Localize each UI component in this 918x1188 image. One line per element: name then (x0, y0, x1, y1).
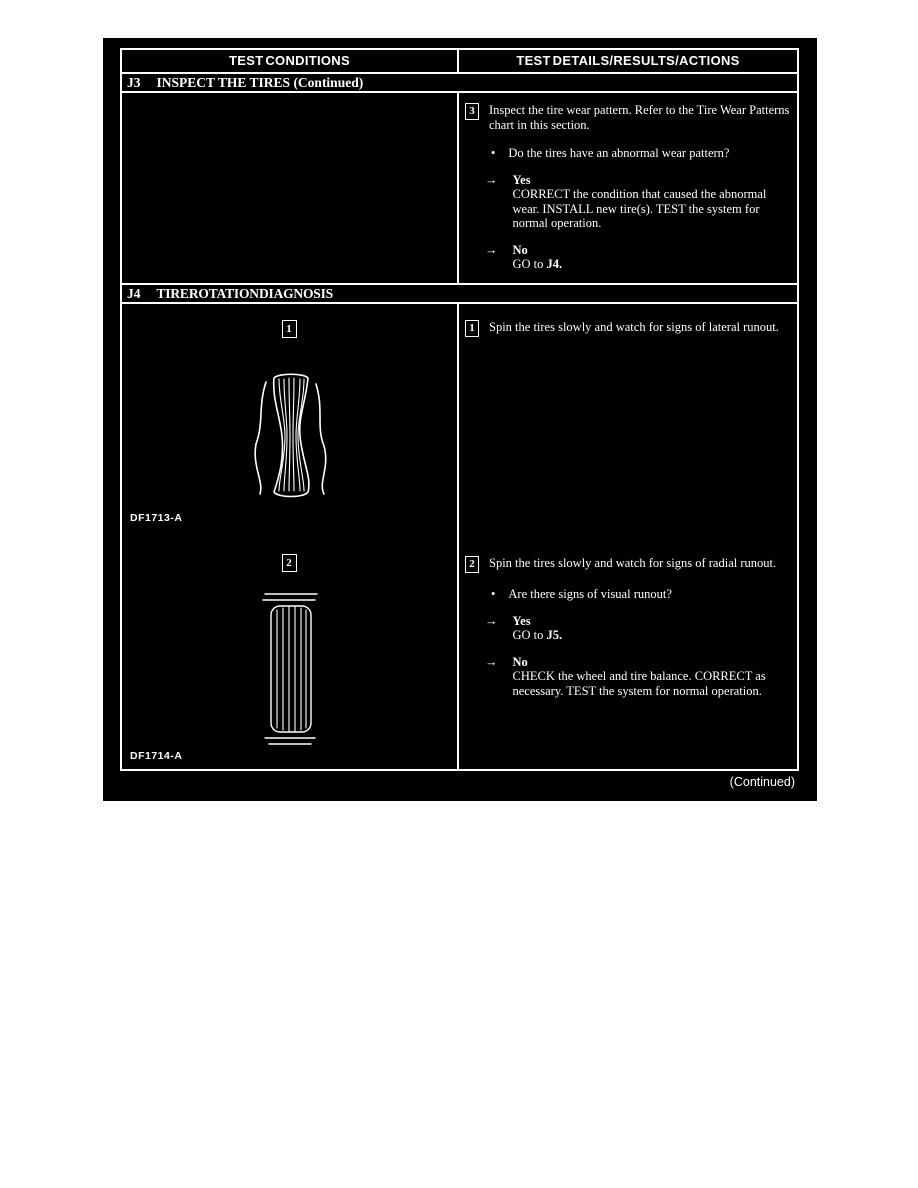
manual-page-panel (103, 38, 817, 801)
arrow-right-icon: → (485, 242, 498, 257)
j4-details-cell (459, 304, 797, 769)
section-j3-content-row (122, 93, 797, 285)
step-3-no-action: GO to J4. (512, 257, 563, 271)
step-3-yes-action: CORRECT the condition that caused the abnormal wear. INSTALL new tire(s). TEST the system for normal operation. (512, 187, 767, 230)
continued-note: (Continued) (729, 775, 795, 789)
arrow-right-icon: → (485, 654, 498, 669)
figure-1-code: DF1713-A (130, 512, 183, 524)
step-1-number-box: 1 (465, 320, 479, 337)
tire-tread-grooves (277, 607, 306, 731)
step-3-no-label: No (512, 242, 528, 257)
j4-conditions-cell (122, 304, 459, 769)
header-test-conditions: TEST CONDITIONS (122, 50, 459, 72)
figure-1-number-box: 1 (282, 320, 297, 338)
step-3-text: Inspect the tire wear pattern. Refer to the Tire Wear Patterns chart in this section. (489, 103, 790, 132)
step-2-no-action: CHECK the wheel and tire balance. CORRECT as necessary. TEST the system for normal operation. (512, 669, 766, 698)
figure-2-code: DF1714-A (130, 750, 183, 762)
lateral-runout-tire-figure (220, 370, 360, 502)
step-2-yes-label: Yes (512, 613, 531, 628)
j3-conditions-cell (122, 93, 459, 283)
radial-runout-tire-figure (235, 590, 345, 750)
step-3-yes-label: Yes (512, 172, 531, 187)
figure-2-number-box: 2 (282, 554, 297, 572)
table-header-row (122, 50, 797, 74)
reference-lines-bottom (265, 738, 315, 744)
section-j4-content-row (122, 304, 797, 769)
step-2 (465, 556, 791, 698)
bullet-icon: • (491, 587, 496, 601)
section-j4-title-row (122, 285, 797, 304)
step-3-number-box: 3 (465, 103, 479, 120)
j3-details-cell (459, 93, 797, 283)
step-2-text: Spin the tires slowly and watch for signs of radial runout. (489, 556, 777, 570)
arrow-right-icon: → (485, 613, 498, 628)
section-j3-title: INSPECT THE TIRES (Continued) (156, 75, 364, 90)
diagnostic-table (120, 48, 799, 771)
step-2-question: Are there signs of visual runout? (508, 587, 672, 601)
step-3-question: Do the tires have an abnormal wear pattern? (508, 146, 730, 160)
step-2-yes-target: J5. (546, 628, 563, 642)
step-2-no-label: No (512, 654, 528, 669)
step-1-text: Spin the tires slowly and watch for signs of lateral runout. (489, 320, 779, 334)
step-2-number-box: 2 (465, 556, 479, 573)
section-j4-title: TIRE ROTATION DIAGNOSIS (156, 286, 333, 301)
reference-lines-top (263, 594, 317, 600)
step-1 (465, 320, 791, 337)
step-3-no-target: J4. (546, 257, 563, 271)
section-j4-id: J4 (127, 286, 141, 301)
step-3 (465, 103, 791, 272)
bullet-icon: • (491, 146, 496, 160)
section-j3-id: J3 (127, 75, 141, 90)
step-2-yes-action: GO to J5. (512, 628, 563, 642)
header-test-details: TEST DETAILS/RESULTS/ACTIONS (516, 53, 740, 68)
arrow-right-icon: → (485, 172, 498, 187)
section-j3-title-row (122, 74, 797, 93)
